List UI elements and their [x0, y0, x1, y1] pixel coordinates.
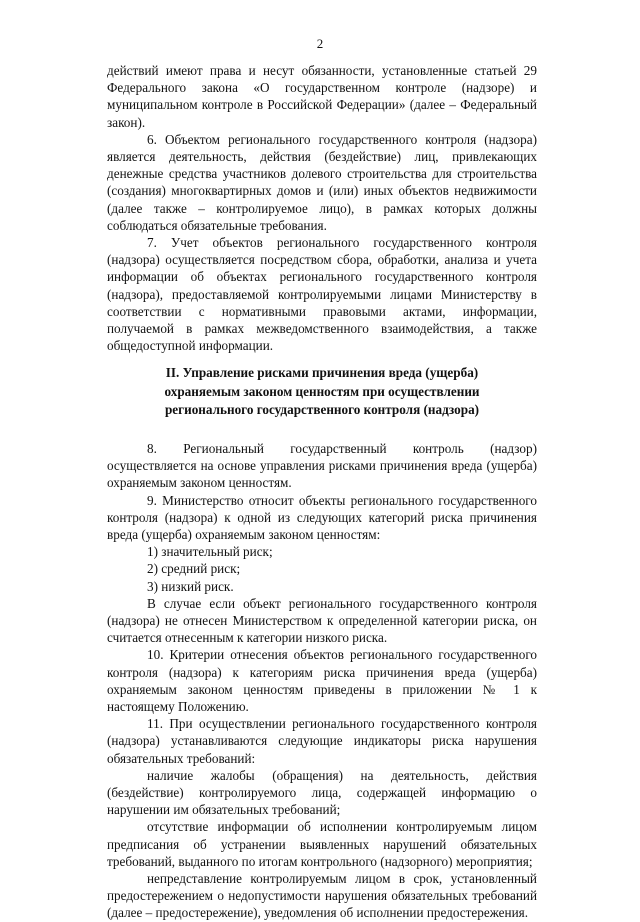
section-heading-line-1: II. Управление рисками причинения вреда (ущерба) — [165, 365, 479, 381]
paragraph-6: 6. Объектом регионального государственного контроля (надзора) является деятельность, действия (бездействие) лиц, привлекающих денежные средства участников долевого строительства для строительства (создания) многоквартирных домов и (или) иных объектов недвижимости (далее также – контролируемое лицо), в рамках которых должны соблюдаться обязательные требования. — [107, 131, 537, 233]
paragraph-9-default-category: В случае если объект регионального государственного контроля (надзора) не отнесен Министерством к определенной категории риска, он считается отнесенным к категории низкого риска. — [107, 595, 537, 646]
section-heading-line-2: охраняемым законом ценностям при осуществлении — [164, 383, 480, 399]
paragraph-continuation: действий имеют права и несут обязанности, установленные статьей 29 Федерального закона «О государственном контроле (надзоре) и муниципальном контроле в Российской Федерации» (далее – Федеральный закон). — [107, 63, 537, 130]
risk-category-3: 3) низкий риск. — [147, 578, 234, 594]
document-body — [107, 62, 537, 922]
paragraph-11: 11. При осуществлении регионального государственного контроля (надзора) устанавливаются следующие индикаторы риска нарушения обязательных требований: — [107, 716, 537, 766]
section-heading — [107, 364, 537, 420]
risk-indicator-3: непредставление контролируемым лицом в срок, установленный предостережением о недопустимости нарушения обязательных требований (далее – предостережение), уведомления об исполнении предостережения. — [107, 871, 537, 921]
page-number: 2 — [316, 36, 324, 51]
risk-indicator-1: наличие жалобы (обращения) на деятельность, действия (бездействие) контролируемого лица, содержащей информацию о нарушении им обязательных требований; — [107, 767, 537, 818]
paragraph-7: 7. Учет объектов регионального государственного контроля (надзора) осуществляется посредством сбора, обработки, анализа и учета информации об объектах регионального государственного контроля (надзора), предоставляемой контролируемыми лицами Министерству в соответствии с нормативными правовыми актами, информации, получаемой в рамках межведомственного взаимодействия, а также общедоступной информации. — [107, 235, 537, 354]
section-heading-line-3: регионального государственного контроля (надзора) — [164, 402, 480, 418]
paragraph-8: 8. Региональный государственный контроль (надзор) осуществляется на основе управления рисками причинения вреда (ущерба) охраняемым законом ценностям. — [107, 440, 537, 491]
risk-category-2: 2) средний риск; — [147, 561, 241, 577]
paragraph-10: 10. Критерии отнесения объектов регионального государственного контроля (надзора) к категориям риска причинения вреда (ущерба) охраняемым законом ценностям приведены в приложении № 1 к настоящему Положению. — [107, 647, 537, 714]
risk-indicator-2: отсутствие информации об исполнении контролируемым лицом предписания об устранении выявленных нарушений обязательных требований, выданного по итогам контрольного (надзорного) мероприятия; — [107, 819, 537, 869]
paragraph-9: 9. Министерство относит объекты регионального государственного контроля (надзора) к одной из следующих категорий риска причинения вреда (ущерба) охраняемым законом ценностям: — [107, 492, 537, 542]
risk-category-1: 1) значительный риск; — [147, 544, 273, 560]
